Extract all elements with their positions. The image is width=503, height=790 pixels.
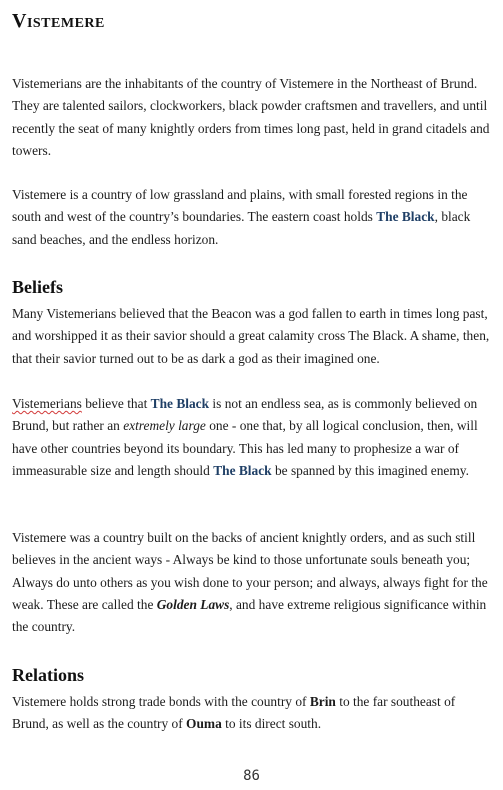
intro-text: Vistemerians are the inhabitants of the country of Vistemere in the Northeast of Brund. They are talented sailors, clockworkers, black powder craftsmen and travellers, and until recently the seat of many knightly orders from times long past, held in grand citadels and towers. — [12, 76, 490, 158]
beliefs-paragraph-3 — [12, 527, 492, 638]
beliefs-text-d: be spanned by this imagined enemy. — [271, 462, 469, 478]
beliefs-heading: Beliefs — [12, 277, 63, 297]
beliefs-text-b: is not an endless sea, as is commonly believed on Brund, but rather an — [12, 396, 478, 434]
the-black-link[interactable]: The Black — [150, 396, 210, 411]
relations-text-c: to its direct south. — [221, 716, 322, 732]
beliefs-text-a: believe that — [81, 396, 151, 411]
the-black-link[interactable]: The Black — [376, 209, 435, 225]
relations-heading: Relations — [12, 665, 84, 685]
ouma-term: Ouma — [186, 716, 222, 732]
intro-text-b: , black sand beaches, and the endless horizon. — [12, 209, 471, 247]
golden-laws-term: Golden Laws — [156, 596, 230, 612]
beliefs-text-e: Vistemere was a country built on the backs of ancient knightly orders, and as such still believes in the ancient ways - Always be kind to those unfortunate souls beneath you; Always do unto others as you wish done to your person; and always, always fight for the weak. These are called the — [12, 530, 488, 612]
beliefs-italic-text: extremely large — [123, 418, 206, 434]
beliefs-text: Many Vistemerians believed that the Beacon was a god fallen to earth in times long past, and worshipped it as their savior should a great calamity cross The Black. A shame, then, that their savior turned out to be as dark a god as their imagined one. — [12, 306, 490, 366]
page-number: 86 — [243, 768, 260, 784]
the-black-link[interactable]: The Black — [213, 462, 272, 478]
beliefs-text-c: one - one that, by all logical conclusion, then, will have other countries beyond its boundary. This has led many to prophesize a war of immeasurable size and length should — [12, 418, 478, 478]
brin-term: Brin — [309, 694, 336, 709]
relations-text-b: to the far southeast of Brund, as well as the country of — [12, 694, 456, 732]
intro-text-a: Vistemere is a country of low grassland and plains, with small forested regions in the south and west of the country’s boundaries. The eastern coast holds — [12, 187, 468, 225]
beliefs-text-f: , and have extreme religious significance within the country. — [12, 596, 487, 635]
page-title: Vistemere — [12, 10, 105, 32]
beliefs-paragraph-1 — [12, 303, 492, 370]
relations-paragraph — [12, 691, 492, 736]
intro-paragraph-1 — [12, 73, 492, 162]
misspelled-word[interactable]: Vistemerians — [12, 396, 82, 411]
intro-paragraph-2 — [12, 184, 492, 251]
beliefs-paragraph-2 — [12, 393, 492, 482]
relations-text-a: Vistemere holds strong trade bonds with the country of — [12, 694, 310, 709]
